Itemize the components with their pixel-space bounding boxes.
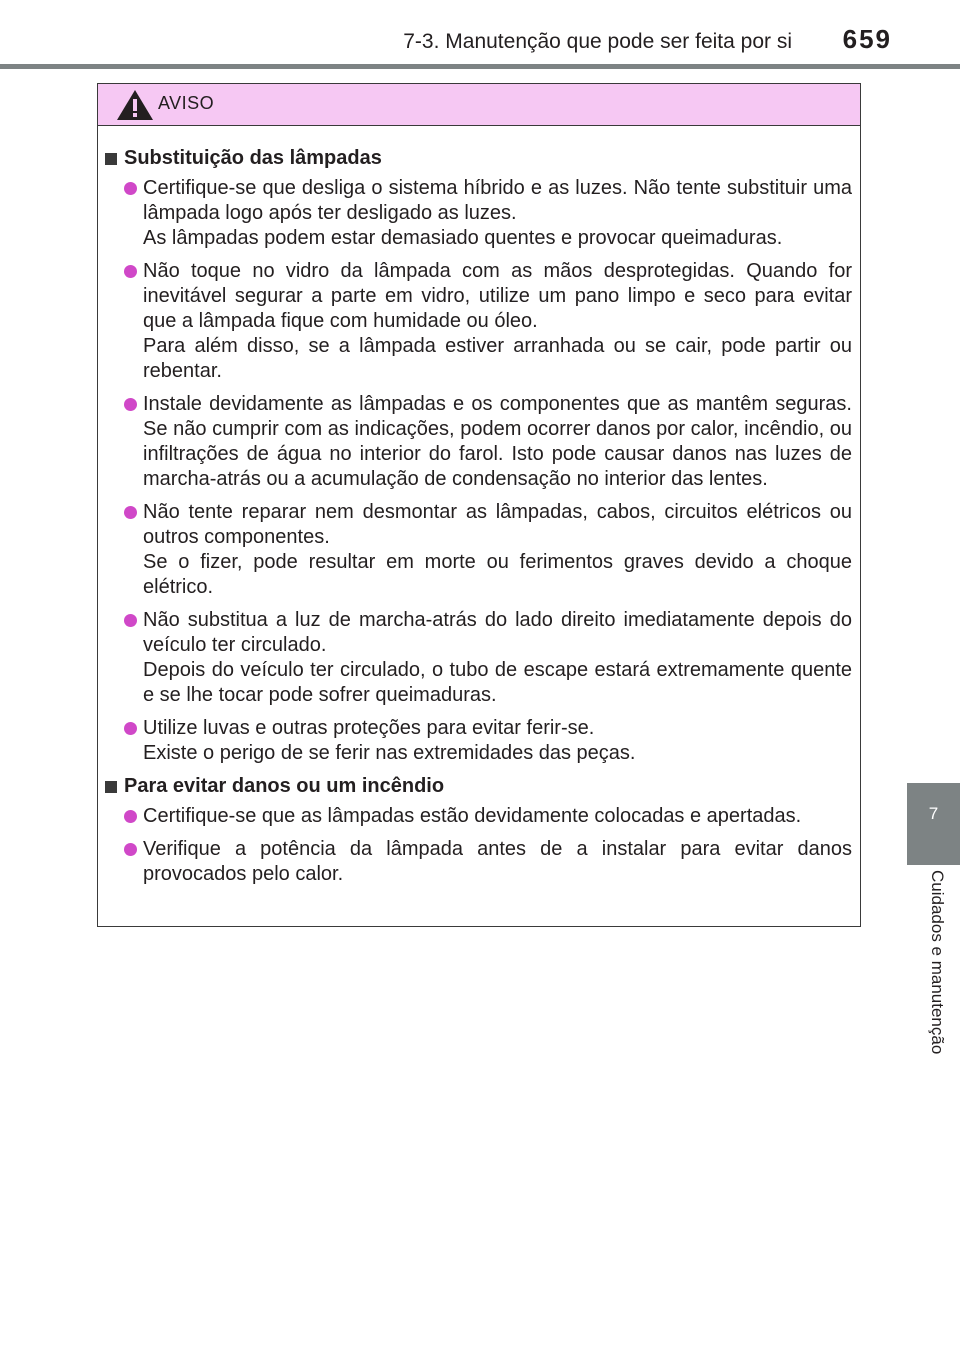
item-paragraph: Não toque no vidro da lâmpada com as mãos desprotegidas. Quando for inevitável segurar a parte em vidro, utilize um pano limpo e seco para evitar que a lâmpada fique com humidade ou óleo. [143, 260, 852, 332]
page-number: 659 [842, 24, 892, 54]
item-text [143, 259, 852, 384]
circle-bullet-icon [124, 614, 137, 627]
item-paragraph: Verifique a potência da lâmpada antes de a instalar para evitar danos provocados pelo calor. [143, 838, 852, 885]
circle-bullet-icon [124, 506, 137, 519]
item-paragraph: As lâmpadas podem estar demasiado quentes e provocar queimaduras. [143, 227, 783, 249]
warning-section-heading [102, 774, 852, 799]
chapter-label-container [905, 870, 960, 1110]
chapter-number: 7 [928, 804, 939, 823]
warning-header [98, 84, 860, 126]
warning-list-item [102, 259, 852, 384]
circle-bullet-icon [124, 265, 137, 278]
item-text [143, 500, 852, 600]
warning-list-item [102, 176, 852, 251]
warning-list-item [102, 500, 852, 600]
item-text [143, 176, 852, 251]
chapter-tab [907, 783, 960, 865]
warning-triangle-icon [116, 89, 154, 121]
circle-bullet-icon [124, 843, 137, 856]
item-paragraph: Certifique-se que desliga o sistema híbrido e as luzes. Não tente substituir uma lâmpada logo após ter desligado as luzes. [143, 177, 852, 224]
warning-list-item [102, 392, 852, 492]
page-header [0, 0, 960, 70]
square-bullet-icon [105, 781, 117, 793]
item-text [143, 804, 852, 829]
section-title: 7-3. Manutenção que pode ser feita por si [403, 30, 792, 53]
item-paragraph: Para além disso, se a lâmpada estiver arranhada ou se cair, pode partir ou rebentar. [143, 335, 852, 382]
header-rule [0, 64, 960, 69]
warning-list-item [102, 716, 852, 766]
warning-box [97, 83, 861, 927]
circle-bullet-icon [124, 722, 137, 735]
section-heading-text: Para evitar danos ou um incêndio [124, 775, 445, 797]
item-paragraph: Depois do veículo ter circulado, o tubo de escape estará extremamente quente e se lhe tocar pode sofrer queimaduras. [143, 659, 852, 706]
circle-bullet-icon [124, 398, 137, 411]
warning-title: AVISO [158, 93, 215, 113]
item-paragraph: Instale devidamente as lâmpadas e os componentes que as mantêm seguras. Se não cumprir com as indicações, podem ocorrer danos por calor, incêndio, ou infiltrações de água no interior do farol. Isto pode causar danos nas luzes de marcha-atrás ou a acumulação de condensação no interior das lentes. [143, 393, 852, 490]
item-paragraph: Certifique-se que as lâmpadas estão devidamente colocadas e apertadas. [143, 805, 802, 827]
item-paragraph: Não tente reparar nem desmontar as lâmpadas, cabos, circuitos elétricos ou outros componentes. [143, 501, 852, 548]
warning-list-item [102, 804, 852, 829]
circle-bullet-icon [124, 182, 137, 195]
chapter-label: Cuidados e manutenção [928, 870, 947, 1055]
circle-bullet-icon [124, 810, 137, 823]
item-text [143, 392, 852, 492]
item-paragraph: Não substitua a luz de marcha-atrás do lado direito imediatamente depois do veículo ter circulado. [143, 609, 852, 656]
item-text [143, 837, 852, 887]
section-heading-text: Substituição das lâmpadas [124, 147, 382, 169]
item-paragraph: Utilize luvas e outras proteções para evitar ferir-se. [143, 717, 595, 739]
warning-body [98, 126, 860, 887]
item-text [143, 608, 852, 708]
warning-list-item [102, 608, 852, 708]
item-paragraph: Existe o perigo de se ferir nas extremidades das peças. [143, 742, 636, 764]
square-bullet-icon [105, 153, 117, 165]
item-paragraph: Se o fizer, pode resultar em morte ou ferimentos graves devido a choque elétrico. [143, 551, 852, 598]
item-text [143, 716, 852, 766]
warning-list-item [102, 837, 852, 887]
warning-section-heading [102, 146, 852, 171]
